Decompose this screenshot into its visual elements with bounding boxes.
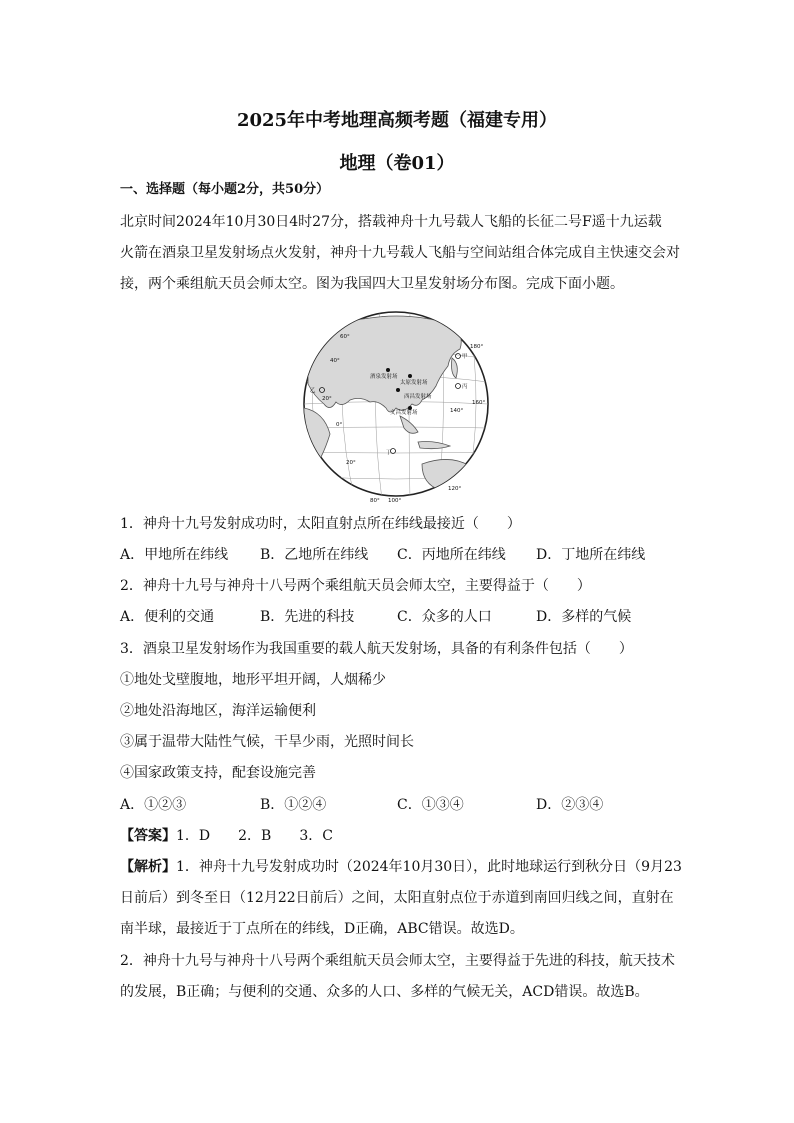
question-3-option-a: A．①②③ [120, 797, 187, 813]
lon-120-label: 120° [448, 486, 462, 492]
intro-line-1: 北京时间2024年10月30日4时27分，搭载神舟十九号载人飞船的长征二号F遥十九运载 [120, 214, 662, 230]
question-3-stem: 3．酒泉卫星发射场作为我国重要的载人航天发射场，具备的有利条件包括（ ） [120, 641, 633, 657]
document-subtitle: 地理（卷01） [339, 153, 455, 174]
question-2-option-a: A．便利的交通 [120, 609, 215, 625]
lon-140-label: 140° [450, 408, 464, 414]
lat-20s-label: 20° [346, 460, 356, 466]
question-2-option-b: B．先进的科技 [260, 609, 355, 625]
lat-60-label: 60° [340, 334, 350, 340]
question-3-statement-3: ③属于温带大陆性气候，干旱少雨，光照时间长 [120, 734, 414, 750]
question-1-stem: 1．神舟十九号发射成功时，太阳直射点所在纬线最接近（ ） [120, 516, 521, 532]
question-3-option-d: D．②③④ [536, 797, 604, 813]
document-title: 2025年中考地理高频考题（福建专用） [236, 110, 558, 131]
analysis-line-3: 南半球，最接近于丁点所在的纬线，D正确，ABC错误。故选D。 [120, 921, 524, 937]
analysis-label: 【解析】 [120, 859, 176, 875]
lat-40-label: 40° [330, 358, 340, 364]
analysis-line-1 [120, 857, 682, 877]
bing-label: 丙 [462, 384, 468, 390]
question-2-option-d: D．多样的气候 [536, 609, 632, 625]
lon-180-label: 180° [470, 344, 484, 350]
taiyuan-label: 太原发射场 [400, 380, 428, 386]
ding-label: 丁 [386, 450, 392, 456]
question-3-option-b: B．①②④ [260, 797, 327, 813]
question-2-stem: 2．神舟十九号与神舟十八号两个乘组航天员会师太空，主要得益于（ ） [120, 578, 591, 594]
question-3-statement-4: ④国家政策支持，配套设施完善 [120, 765, 316, 781]
lat-0-label: 0° [336, 422, 343, 428]
question-3-statement-1: ①地处戈壁腹地，地形平坦开阔，人烟稀少 [120, 672, 386, 688]
jiuquan-label: 酒泉发射场 [370, 374, 398, 380]
jia-label: 甲 [462, 354, 468, 360]
question-3-statement-2: ②地处沿海地区，海洋运输便利 [120, 703, 316, 719]
question-1-option-b: B．乙地所在纬线 [260, 547, 369, 563]
analysis-line-2: 日前后）到冬至日（12月22日前后）之间，太阳直射点位于赤道到南回归线之间，直射在 [120, 890, 674, 906]
answer-text: 1．D 2．B 3．C [176, 828, 333, 844]
question-1-option-a: A．甲地所在纬线 [120, 547, 229, 563]
answer-label: 【答案】 [120, 828, 176, 844]
analysis-text-1: 1．神舟十九号发射成功时（2024年10月30日），此时地球运行到秋分日（9月23 [176, 859, 682, 875]
wenchang-label: 文昌发射场 [390, 410, 418, 416]
question-1-option-c: C．丙地所在纬线 [397, 547, 506, 563]
intro-line-3: 接，两个乘组航天员会师太空。图为我国四大卫星发射场分布图。完成下面小题。 [120, 276, 624, 292]
lat-20-label: 20° [322, 396, 332, 402]
yi-label: 乙 [310, 388, 316, 394]
jiuquan-site-marker [386, 368, 390, 372]
lon-160-label: 160° [472, 400, 486, 406]
launch-site-globe-map [300, 304, 492, 504]
question-2-option-c: C．众多的人口 [397, 609, 492, 625]
xichang-label: 西昌发射场 [404, 394, 432, 400]
section-heading: 一、选择题（每小题2分，共50分） [120, 182, 330, 197]
analysis-line-4: 2．神舟十九号与神舟十八号两个乘组航天员会师太空，主要得益于先进的科技，航天技术 [120, 953, 675, 969]
lon-80-label: 80° [370, 498, 380, 504]
taiyuan-site-marker [408, 374, 412, 378]
intro-line-2: 火箭在酒泉卫星发射场点火发射，神舟十九号载人飞船与空间站组合体完成自主快速交会对 [120, 245, 680, 261]
analysis-line-5: 的发展，B正确；与便利的交通、众多的人口、多样的气候无关，ACD错误。故选B。 [120, 984, 649, 1000]
question-3-option-c: C．①③④ [397, 797, 464, 813]
xichang-site-marker [396, 388, 400, 392]
lon-100-label: 100° [388, 498, 402, 504]
question-1-option-d: D．丁地所在纬线 [536, 547, 646, 563]
answer-line [120, 826, 333, 846]
